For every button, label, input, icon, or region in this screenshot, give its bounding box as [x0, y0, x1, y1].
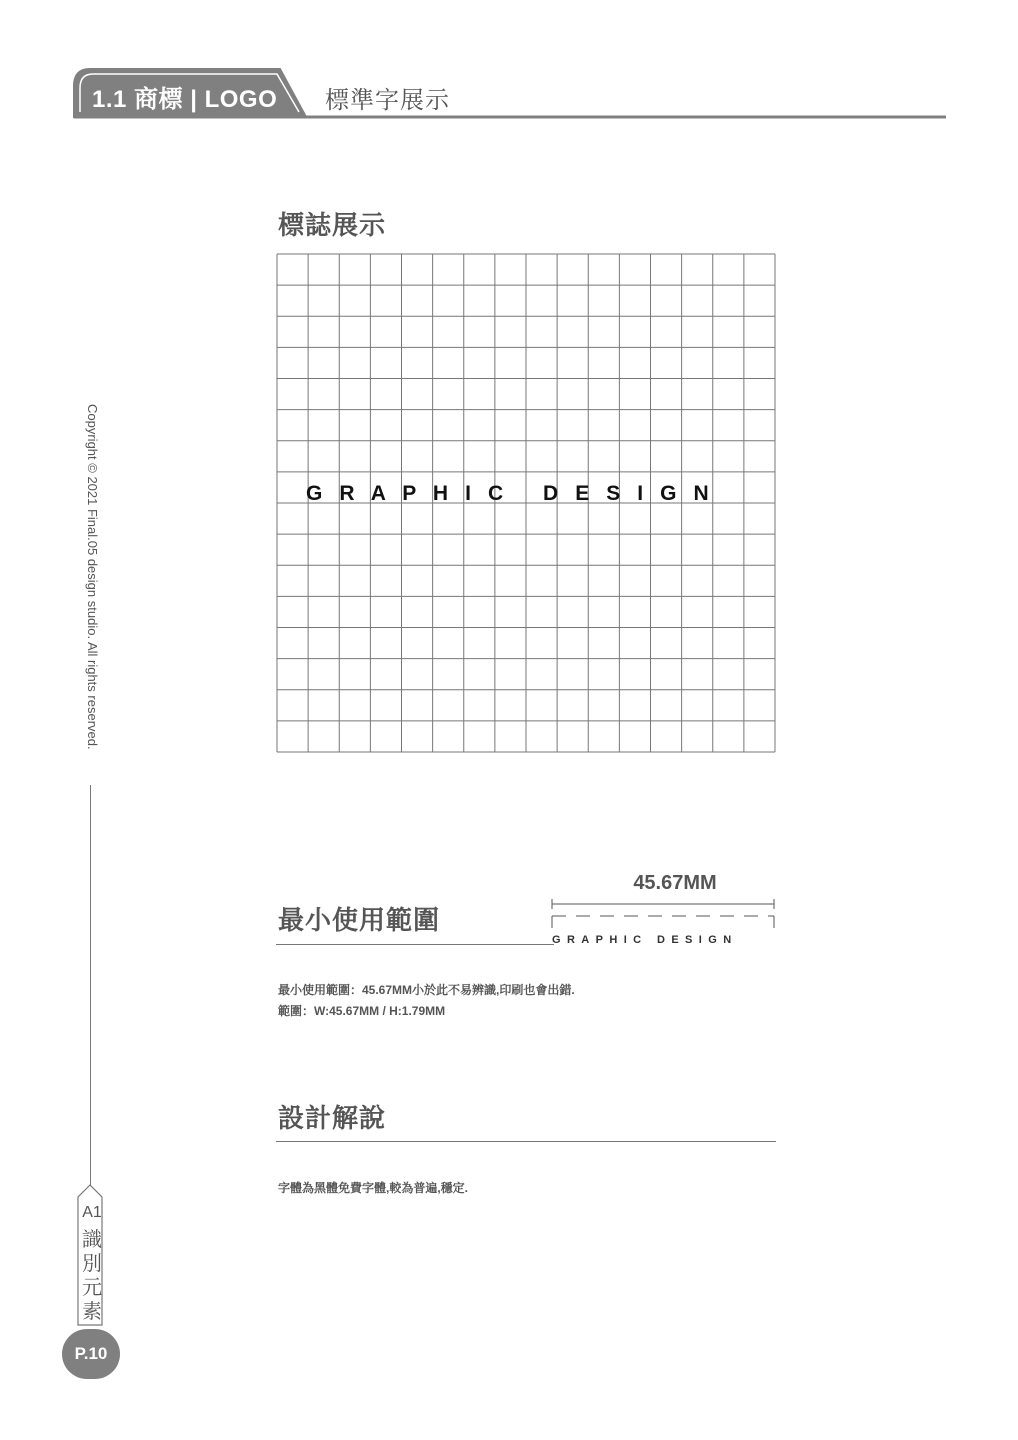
page-number: P.10: [62, 1329, 120, 1379]
min-size-dimension: 45.67MM: [633, 872, 717, 894]
section-name-text: 識別元素: [82, 1229, 102, 1323]
min-size-note-1: 最小使用範圍：45.67MM小於此不易辨識,印刷也會出錯.: [278, 983, 575, 997]
min-size-measure-graphic: [548, 898, 780, 938]
min-size-title: 最小使用範圍: [278, 905, 441, 935]
min-size-wordmark: GRAPHIC DESIGN: [552, 934, 738, 946]
min-size-note-2: 範圍：W:45.67MM / H:1.79MM: [278, 1004, 446, 1018]
sidebar-tab-graphic: [0, 0, 130, 1400]
design-notes-rule: [276, 1141, 776, 1142]
grid-wordmark: [306, 482, 756, 506]
section-code: A1: [82, 1204, 102, 1221]
design-notes-text: 字體為黑體免費字體,較為普遍,穩定.: [278, 1181, 469, 1195]
grid-wordmark-text: G R A P H I C D E S I G N: [306, 482, 715, 505]
copyright-notice: Copyright © 2021 Final.05 design studio. All rights reserved.: [85, 404, 100, 750]
logo-display-title: 標誌展示: [278, 210, 387, 240]
min-size-rule: [276, 944, 554, 945]
design-notes-title: 設計解說: [278, 1103, 387, 1133]
header-tab-title: 1.1 商標 | LOGO: [92, 86, 278, 113]
section-name: [80, 1228, 104, 1324]
header-subtitle: 標準字展示: [325, 87, 450, 114]
